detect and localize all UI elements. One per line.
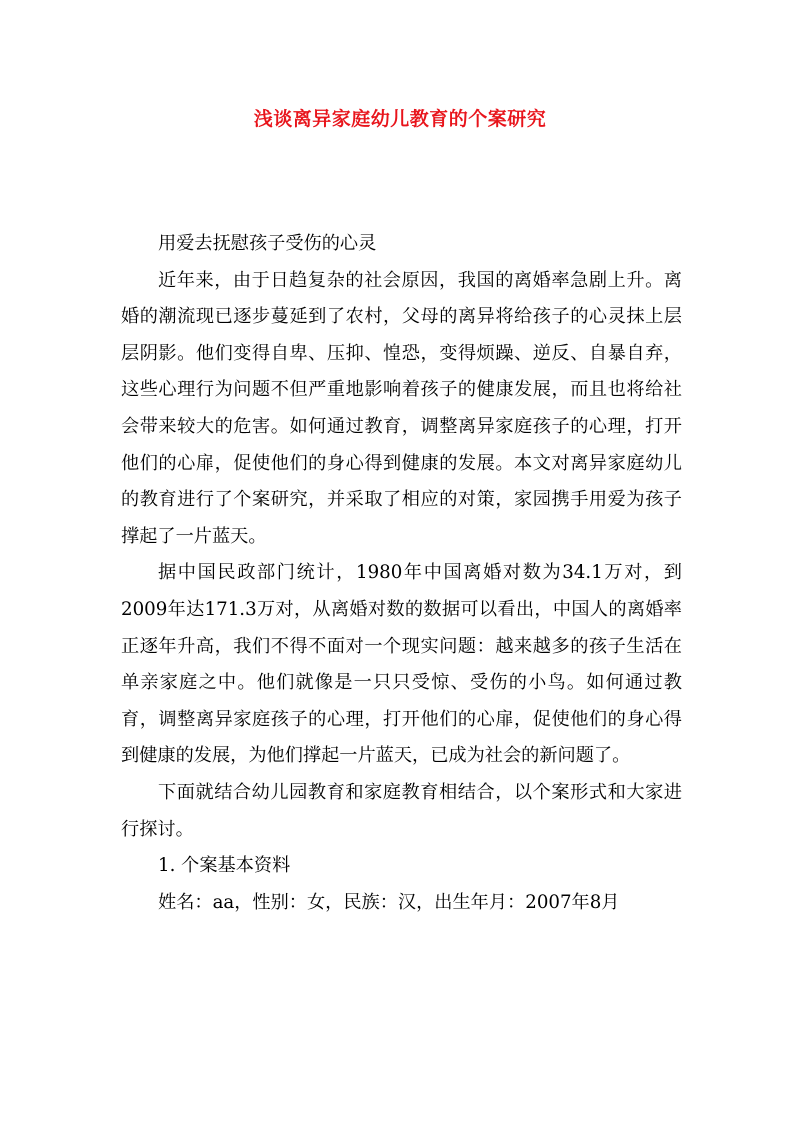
document-body — [121, 226, 682, 921]
body-paragraph: 近年来，由于日趋复杂的社会原因，我国的离婚率急剧上升。离婚的潮流现已逐步蔓延到了农村，父母的离异将给孩子的心灵抹上层层阴影。他们变得自卑、压抑、惶恐，变得烦躁、逆反、自暴自弃，这些心理行为问题不但严重地影响着孩子的健康发展，而且也将给社会带来较大的危害。如何通过教育，调整离异家庭孩子的心理，打开他们的心扉，促使他们的身心得到健康的发展。本文对离异家庭幼儿的教育进行了个案研究，并采取了相应的对策，家园携手用爱为孩子撑起了一片蓝天。 — [121, 269, 682, 547]
body-paragraph: 下面就结合幼儿园教育和家庭教育相结合，以个案形式和大家进行探讨。 — [121, 781, 682, 840]
body-paragraph: 姓名：aa，性别：女，民族：汉，出生年月：2007年8月 — [158, 891, 620, 913]
document-title: 浅谈离异家庭幼儿教育的个案研究 — [253, 108, 547, 130]
body-paragraph: 据中国民政部门统计，1980年中国离婚对数为34.1万对，到2009年达171.3万对，从离婚对数的数据可以看出，中国人的离婚率正逐年升高，我们不得不面对一个现实问题：越来越多的孩子生活在单亲家庭之中。他们就像是一只只受惊、受伤的小鸟。如何通过教育，调整离异家庭孩子的心理，打开他们的心扉，促使他们的身心得到健康的发展，为他们撑起一片蓝天，已成为社会的新问题了。 — [121, 562, 682, 767]
subtitle-paragraph: 用爱去抚慰孩子受伤的心灵 — [158, 233, 377, 254]
section-heading: 1. 个案基本资料 — [158, 855, 291, 877]
